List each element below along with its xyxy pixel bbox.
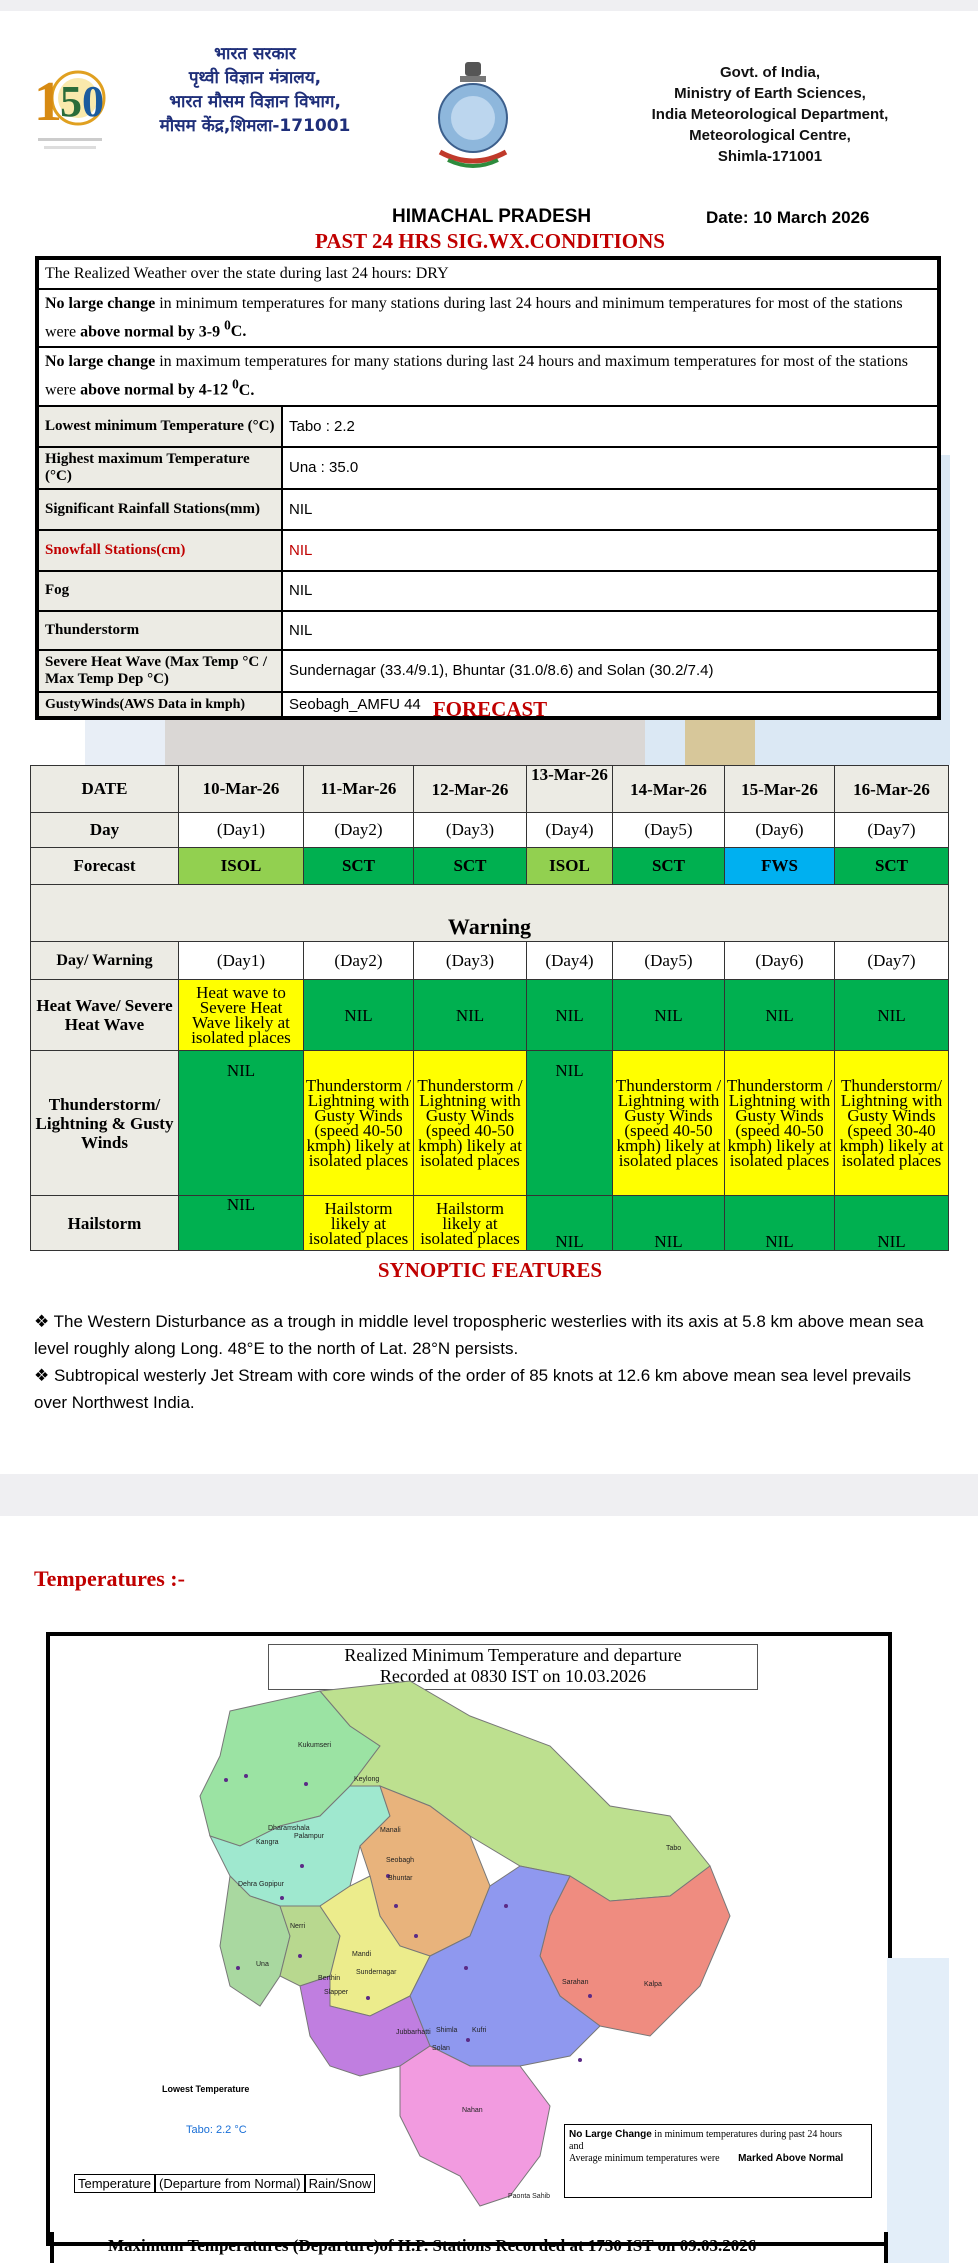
forecast-value: SCT [835, 848, 949, 885]
legend-item: Rain/Snow [305, 2174, 376, 2193]
thunder-warning: Thunderstorm / Lightning with Gusty Winds (speed 40-50 kmph) likely at isolated places [613, 1051, 725, 1196]
label-lowest-min: Lowest minimum Temperature (°C) [37, 406, 282, 447]
station-label: Tabo [666, 1845, 682, 1852]
warning-header: Day/ Warning [31, 942, 179, 980]
forecast-date: 11-Mar-26 [304, 766, 414, 813]
map-title-line: Realized Minimum Temperature and departure [344, 1645, 682, 1665]
station-label: Solan [432, 2045, 450, 2052]
thunder-warning: Thunderstorm / Lightning with Gusty Winds (speed 40-50 kmph) likely at isolated places [414, 1051, 527, 1196]
thunder-warning: Thunderstorm / Lightning with Gusty Winds (speed 40-50 kmph) likely at isolated places [725, 1051, 835, 1196]
legend-item: Temperature [74, 2174, 155, 2193]
station-label: Dehra Gopipur [238, 1881, 284, 1888]
note-avg: Average minimum temperatures were [569, 2153, 720, 2164]
label-heat-wave: Severe Heat Wave (Max Temp °C / Max Temp Dep °C) [37, 650, 282, 692]
station-label: Kangra [256, 1839, 279, 1846]
map-note [564, 2124, 872, 2198]
synoptic-item: ❖ Subtropical westerly Jet Stream with core winds of the order of 85 knots at 12.6 km above mean sea level prevails over Northwest India. [34, 1366, 911, 1412]
min-temp-map [46, 1632, 892, 2246]
station-marker [394, 1904, 398, 1908]
station-label: Kukumseri [298, 1742, 332, 1749]
heat-warning: NIL [527, 980, 613, 1051]
hindi-line: भारत मौसम विज्ञान विभाग, [169, 92, 341, 112]
station-label: Berthin [318, 1975, 341, 1982]
forecast-title: FORECAST [432, 697, 548, 721]
station-marker [504, 1904, 508, 1908]
value-gusty-winds: Seobagh_AMFU 44 [282, 692, 939, 718]
forecast-day: (Day1) [179, 813, 304, 848]
label-fog: Fog [37, 571, 282, 611]
value-thunderstorm: NIL [282, 611, 939, 650]
hail-warning: NIL [835, 1196, 949, 1251]
station-label: Una [256, 1961, 269, 1968]
state-title: HIMACHAL PRADESH [392, 206, 592, 227]
synoptic-item: ❖ The Western Disturbance as a trough in middle level tropospheric westerlies with its axis at 5.8 km above mean sea level roughly along Long. 48°E to the north of Lat. 28°N persists. [34, 1312, 924, 1358]
heat-warning: NIL [304, 980, 414, 1051]
section-separator [0, 1474, 978, 1516]
lowest-temp-label: Lowest Temperature [162, 2084, 250, 2094]
background-sky [887, 1958, 949, 2263]
synoptic-title: SYNOPTIC FEATURES [377, 1258, 603, 1282]
forecast-day: (Day4) [527, 813, 613, 848]
max-change-bold: No large change [45, 353, 156, 371]
english-line: India Meteorological Department, [651, 106, 889, 123]
station-marker [578, 2058, 582, 2062]
hailstorm-label: Hailstorm [31, 1196, 179, 1251]
legend-item: (Departure from Normal) [155, 2174, 305, 2193]
station-marker [414, 1934, 418, 1938]
svg-text:5: 5 [60, 77, 82, 126]
forecast-value: SCT [304, 848, 414, 885]
forecast-value: ISOL [527, 848, 613, 885]
station-marker [298, 1954, 302, 1958]
station-label: Nahan [462, 2107, 483, 2114]
note-text: in minimum temperatures during past 24 hours [651, 2129, 843, 2140]
date-header: DATE [31, 766, 179, 813]
hail-warning: NIL [613, 1196, 725, 1251]
station-marker [304, 1782, 308, 1786]
station-label: Keylong [354, 1776, 380, 1783]
station-label: Paonta Sahib [508, 2193, 551, 2200]
warning-day: (Day4) [527, 942, 613, 980]
station-marker [366, 1996, 370, 2000]
station-label: Jubbarhatti [396, 2029, 431, 2036]
min-change-unit: C. [230, 323, 247, 341]
tabo-temp: Tabo: 2.2 °C [186, 2124, 247, 2136]
forecast-value: FWS [725, 848, 835, 885]
station-label: Mandi [352, 1951, 372, 1958]
min-change-range: above normal by 3-9 [80, 323, 221, 341]
forecast-value: SCT [414, 848, 527, 885]
hindi-line: भारत सरकार [214, 44, 296, 64]
value-lowest-min: Tabo : 2.2 [282, 406, 939, 447]
station-label: Seobagh [386, 1857, 415, 1864]
note-and: and [569, 2141, 584, 2152]
value-snowfall: NIL [282, 530, 939, 571]
imd-150-logo [30, 58, 110, 158]
station-label: Shimla [436, 2027, 458, 2034]
min-temp-change [37, 289, 939, 347]
station-label: Bhuntar [388, 1875, 413, 1882]
realized-weather: The Realized Weather over the state during last 24 hours: DRY [37, 258, 939, 289]
heat-warning: NIL [613, 980, 725, 1051]
forecast-row-header: Forecast [31, 848, 179, 885]
hail-warning: NIL [527, 1196, 613, 1251]
hindi-line: पृथ्वी विज्ञान मंत्रालय, [188, 68, 322, 88]
temperatures-heading: Temperatures :- [34, 1566, 185, 1591]
hail-warning: Hailstorm likely at isolated places [414, 1196, 527, 1251]
station-marker [244, 1774, 248, 1778]
hail-warning: NIL [725, 1196, 835, 1251]
forecast-date: 10-Mar-26 [179, 766, 304, 813]
forecast-date: 16-Mar-26 [835, 766, 949, 813]
top-band [0, 0, 978, 11]
label-gusty-winds: GustyWinds(AWS Data in kmph) [37, 692, 282, 718]
english-line: Govt. of India, [720, 64, 820, 81]
past24-title: PAST 24 HRS SIG.WX.CONDITIONS [315, 229, 665, 253]
station-marker [466, 2038, 470, 2042]
warning-day: (Day7) [835, 942, 949, 980]
svg-text:0: 0 [82, 77, 104, 126]
forecast-day: (Day6) [725, 813, 835, 848]
station-label: Slapper [324, 1989, 349, 1996]
thunder-warning: NIL [179, 1051, 304, 1196]
min-change-bold: No large change [45, 295, 156, 312]
station-label: Dharamshala [268, 1825, 310, 1832]
english-line: Meteorological Centre, [689, 127, 851, 144]
heat-warning: NIL [725, 980, 835, 1051]
station-marker [236, 1966, 240, 1970]
station-label: Sarahan [562, 1979, 589, 1986]
thunder-warning: Thunderstorm/ Lightning with Gusty Winds (speed 30-40 kmph) likely at isolated places [835, 1051, 949, 1196]
hail-warning: NIL [179, 1196, 304, 1251]
value-highest-max: Una : 35.0 [282, 447, 939, 489]
imd-emblem [430, 60, 516, 170]
map-region-sirmaur [400, 2046, 550, 2206]
value-heat-wave: Sundernagar (33.4/9.1), Bhuntar (31.0/8.6) and Solan (30.2/7.4) [282, 650, 939, 692]
map-title-line: Recorded at 0830 IST on 10.03.2026 [379, 1666, 647, 1686]
report-date: Date: 10 March 2026 [706, 208, 870, 227]
thunder-warning: Thunderstorm / Lightning with Gusty Winds (speed 40-50 kmph) likely at isolated places [304, 1051, 414, 1196]
station-label: Kufri [472, 2027, 487, 2034]
station-marker [280, 1896, 284, 1900]
station-label: Sundernagar [356, 1969, 397, 1976]
value-fog: NIL [282, 571, 939, 611]
value-rainfall: NIL [282, 489, 939, 530]
map-legend [74, 2174, 375, 2193]
station-label: Kalpa [644, 1981, 662, 1988]
warning-day: (Day2) [304, 942, 414, 980]
english-line: Shimla-171001 [717, 148, 823, 165]
heat-warning: Heat wave to Severe Heat Wave likely at isolated places [179, 980, 304, 1051]
forecast-day: (Day2) [304, 813, 414, 848]
forecast-day: (Day7) [835, 813, 949, 848]
english-line: Ministry of Earth Sciences, [674, 85, 866, 102]
max-change-range: above normal by 4-12 [80, 381, 229, 399]
warning-day: (Day6) [725, 942, 835, 980]
label-thunderstorm: Thunderstorm [37, 611, 282, 650]
note-bold: No Large Change [569, 2129, 652, 2140]
note-marked: Marked Above Normal [738, 2153, 844, 2164]
forecast-date: 13-Mar-26 [527, 766, 613, 813]
forecast-date: 15-Mar-26 [725, 766, 835, 813]
station-marker [588, 1994, 592, 1998]
forecast-day: (Day3) [414, 813, 527, 848]
station-label: Nerri [290, 1923, 306, 1930]
label-rainfall: Significant Rainfall Stations(mm) [37, 489, 282, 530]
forecast-day: (Day5) [613, 813, 725, 848]
station-label: Manali [380, 1827, 401, 1834]
hindi-line: मौसम केंद्र,शिमला-171001 [159, 116, 351, 136]
warning-day: (Day1) [179, 942, 304, 980]
past24-table [35, 256, 941, 720]
warning-title: Warning [31, 885, 949, 942]
label-highest-max: Highest maximum Temperature (°C) [37, 447, 282, 489]
min-change-text: in minimum temperatures for many stations during last 24 hours and minimum temperatures for most of the stations were [45, 295, 903, 341]
min-change-sup: 0 [224, 318, 231, 333]
station-marker [224, 1778, 228, 1782]
thunder-warning: NIL [527, 1051, 613, 1196]
hail-warning: Hailstorm likely at isolated places [304, 1196, 414, 1251]
station-marker [464, 1966, 468, 1970]
day-header: Day [31, 813, 179, 848]
max-change-sup: 0 [232, 376, 239, 392]
max-temp-title: Maximum Temperatures (Departure)of H.P. Stations Recorded at 1730 IST on 09.03.2026 [108, 2236, 757, 2255]
english-header [640, 62, 900, 167]
max-change-text: in maximum temperatures for many stations during last 24 hours and maximum temperatures for most of the stations were [45, 353, 908, 399]
forecast-value: SCT [613, 848, 725, 885]
thunder-label: Thunderstorm/ Lightning & Gusty Winds [31, 1051, 179, 1196]
station-label: Palampur [294, 1833, 324, 1840]
forecast-value: ISOL [179, 848, 304, 885]
label-snowfall: Snowfall Stations(cm) [37, 530, 282, 571]
synoptic-features [34, 1308, 944, 1416]
heat-warning: NIL [414, 980, 527, 1051]
hindi-header [140, 42, 370, 138]
station-marker [300, 1864, 304, 1868]
max-temp-change [37, 347, 939, 405]
warning-day: (Day3) [414, 942, 527, 980]
forecast-date: 14-Mar-26 [613, 766, 725, 813]
heat-wave-label: Heat Wave/ Severe Heat Wave [31, 980, 179, 1051]
svg-text:1: 1 [34, 71, 62, 133]
warning-day: (Day5) [613, 942, 725, 980]
forecast-date: 12-Mar-26 [414, 766, 527, 813]
forecast-table [30, 765, 949, 1251]
max-change-unit: C. [238, 381, 255, 399]
heat-warning: NIL [835, 980, 949, 1051]
